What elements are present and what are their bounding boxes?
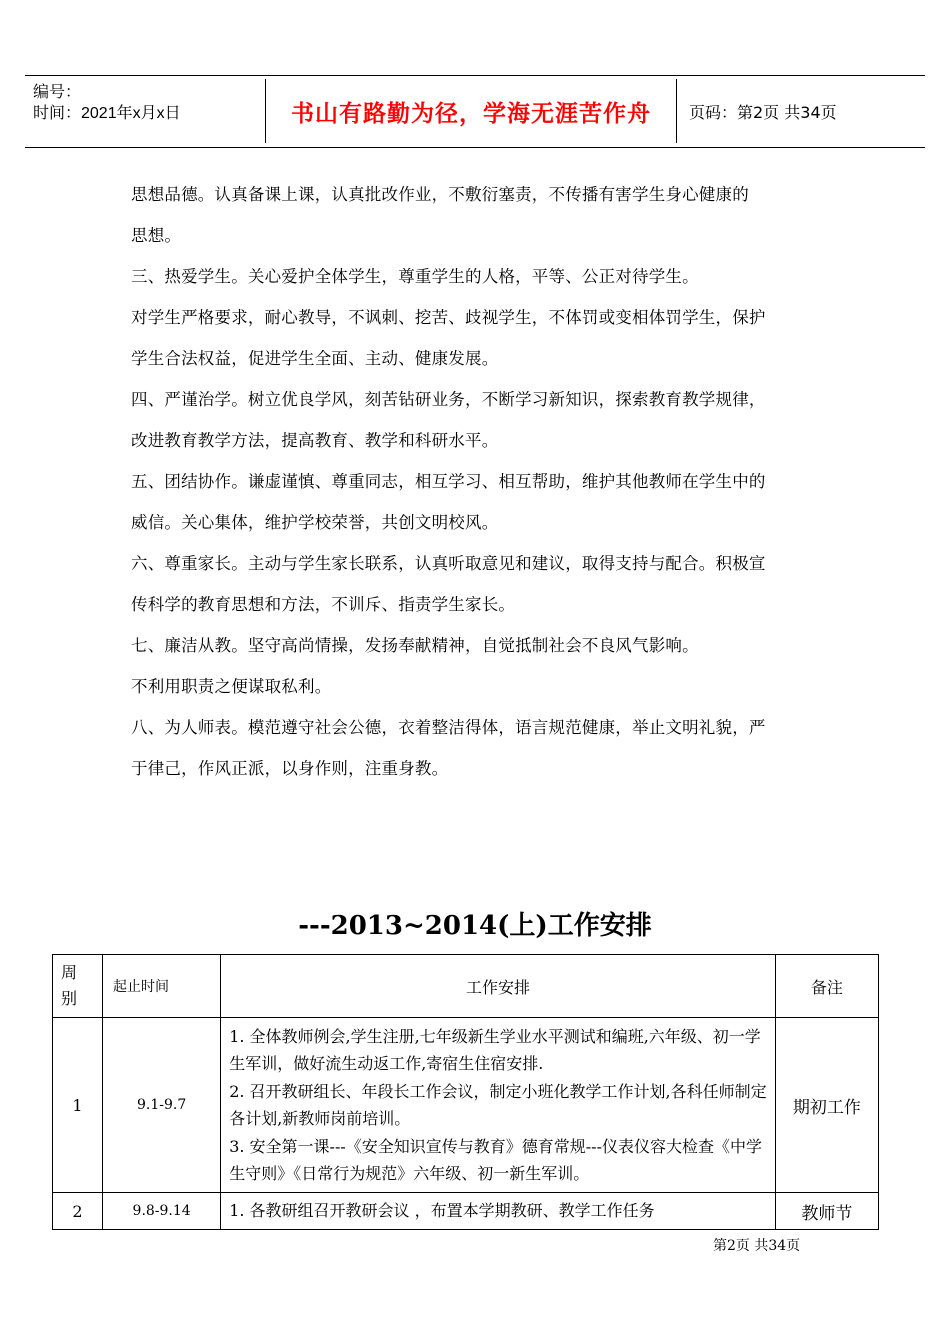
body-line: 改进教育教学方法，提高教育、教学和科研水平。: [131, 431, 499, 450]
header-number-label: 编号：: [33, 84, 82, 101]
cell-week: 2: [53, 1193, 103, 1230]
work-item: 2. 召开教研组长、年段长工作会议，制定小班化教学工作计划,各科任师制定各计划,新教师岗前培训。: [229, 1081, 767, 1128]
header-note: 备注: [775, 955, 878, 1018]
header-work: 工作安排: [221, 955, 776, 1018]
body-line: 威信。关心集体，维护学校荣誉，共创文明校风。: [131, 513, 499, 532]
table-row: [53, 1018, 879, 1193]
cell-time: 9.1-9.7: [103, 1018, 221, 1193]
body-line: 八、为人师表。模范遵守社会公德，衣着整洁得体，语言规范健康，举止文明礼貌，严: [131, 718, 766, 737]
header-time: 起止时间: [103, 955, 221, 1018]
header-motto: 书山有路勤为径，学海无涯苦作舟: [291, 100, 651, 127]
cell-week: 1: [53, 1018, 103, 1193]
body-text: [131, 174, 831, 789]
body-line: 思想品德。认真备课上课，认真批改作业，不敷衍塞责，不传播有害学生身心健康的: [131, 185, 749, 204]
header-time-label: 时间：2021年x月x日: [33, 105, 181, 122]
body-line: 六、尊重家长。主动与学生家长联系，认真听取意见和建议，取得支持与配合。积极宣: [131, 554, 766, 573]
work-item: 1. 全体教师例会,学生注册,七年级新生学业水平测试和编班,六年级、初一学生军训，做好流生动返工作,寄宿生住宿安排.: [229, 1026, 761, 1073]
body-line: 七、廉洁从教。坚守高尚情操，发扬奉献精神，自觉抵制社会不良风气影响。: [131, 636, 699, 655]
body-line: 三、热爱学生。关心爱护全体学生，尊重学生的人格，平等、公正对待学生。: [131, 267, 699, 286]
body-line: 传科学的教育思想和方法，不训斥、指责学生家长。: [131, 595, 516, 614]
footer-page-label: 第2页 共34页: [713, 1238, 801, 1254]
header-page-label: 页码：第2页 共34页: [689, 103, 837, 122]
cell-time: 9.8-9.14: [103, 1193, 221, 1230]
cell-work: [221, 1193, 776, 1230]
schedule-table: [52, 954, 879, 1230]
header-bottom-rule: [25, 147, 925, 148]
cell-work: [221, 1018, 776, 1193]
table-row: [53, 1193, 879, 1230]
header-week: [53, 955, 103, 1018]
table-header-row: [53, 955, 879, 1018]
cell-note: 期初工作: [775, 1018, 878, 1193]
body-line: 五、团结协作。谦虚谨慎、尊重同志，相互学习、相互帮助，维护其他教师在学生中的: [131, 472, 766, 491]
body-line: 对学生严格要求，耐心教导，不讽刺、挖苦、歧视学生，不体罚或变相体罚学生，保护: [131, 308, 766, 327]
body-line: 四、严谨治学。树立优良学风，刻苦钻研业务，不断学习新知识，探索教育教学规律，: [131, 390, 766, 409]
header-top-rule: [25, 75, 925, 76]
header-week-line2: 别: [61, 989, 78, 1008]
schedule-title: ---2013~2014(上)工作安排: [298, 911, 652, 941]
work-item: 1. 各教研组召开教研会议 ，布置本学期教研、教学工作任务: [229, 1201, 655, 1221]
header-week-line1: 周: [61, 963, 78, 982]
header-motto-box: [265, 79, 677, 143]
body-line: 思想。: [131, 226, 182, 245]
work-item: 3. 安全第一课---《安全知识宣传与教育》德育常规---仪表仪容大检查《中学生守则》《日常行为规范》六年级、初一新生军训。: [229, 1136, 762, 1183]
header-meta: [33, 82, 263, 124]
cell-note: 教师节: [775, 1193, 878, 1230]
body-line: 不利用职责之便谋取私利。: [131, 677, 332, 696]
body-line: 学生合法权益，促进学生全面、主动、健康发展。: [131, 349, 499, 368]
body-line: 于律己，作风正派，以身作则，注重身教。: [131, 759, 449, 778]
